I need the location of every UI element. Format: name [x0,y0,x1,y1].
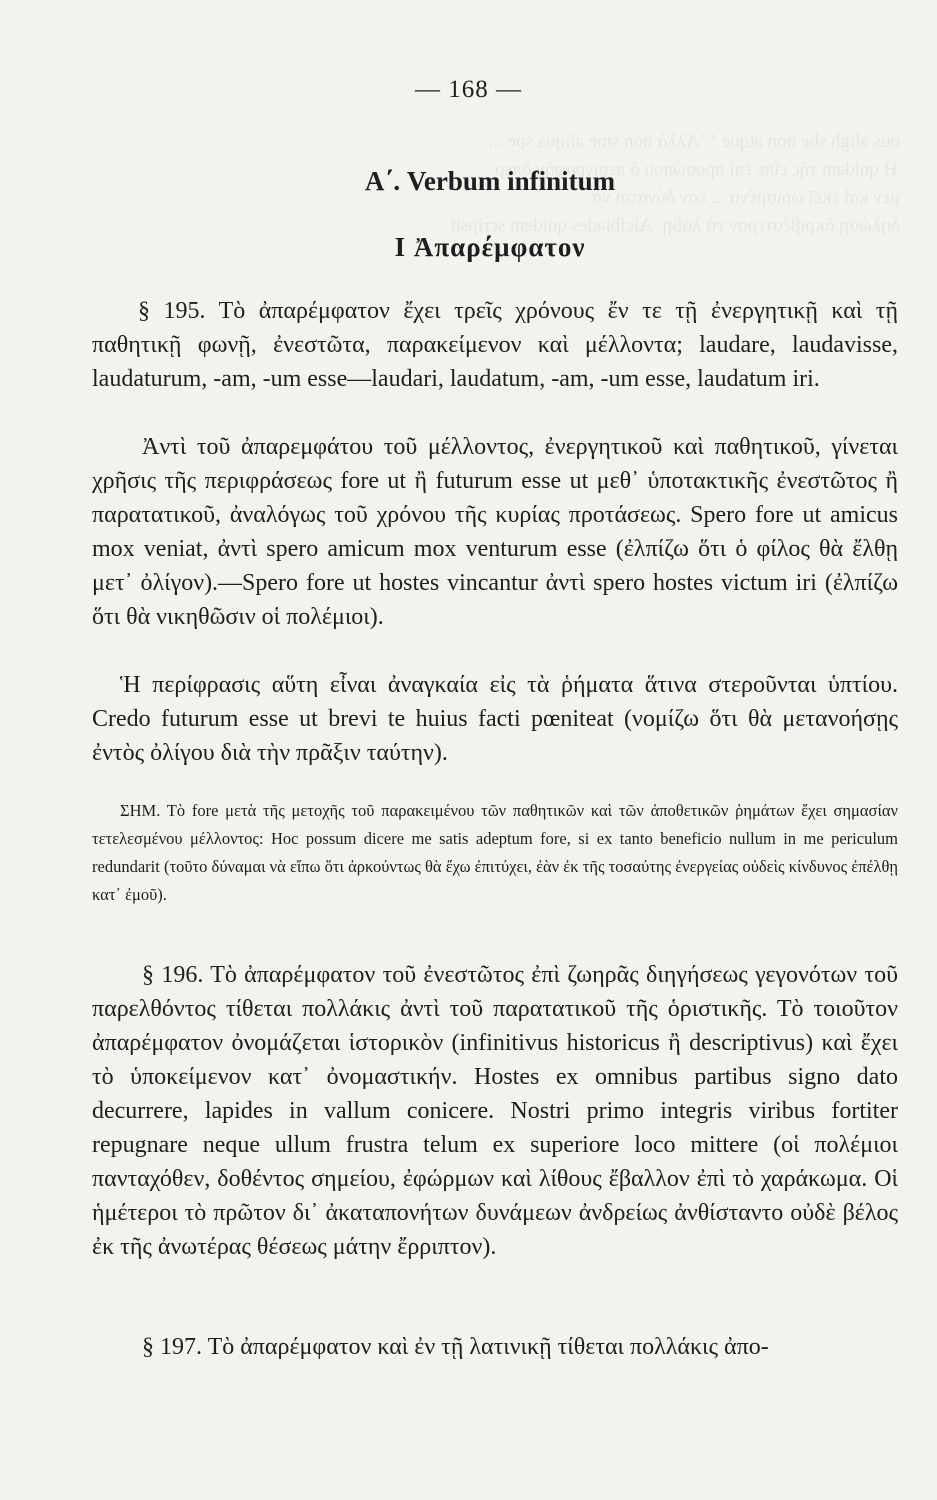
section-heading: Α΄. Verbum infinitum [364,166,616,196]
page-number: — 168 — [415,76,522,103]
paragraph-195-future-periphrasis: Ἀντὶ τοῦ ἀπαρεμφάτου τοῦ μέλλοντος, ἐνεργητικοῦ καὶ παθητικοῦ, γίνεται χρῆσις τῆς περιφράσεως fore ut ἢ futurum esse ut μεθ᾽ ὑποτακτικῆς ἐνεστῶτος ἢ παρατατικοῦ, ἀναλόγως τοῦ χρόνου τῆς κυρίας προτάσεως. Spero fore ut amicus mox veniat, ἀντὶ spero amicum mox venturum esse (ἐλπίζω ὅτι ὁ φίλος θὰ ἔλθῃ μετ᾽ ὀλίγον).—Spero fore ut hostes vincantur ἀντὶ spero hostes victum iri (ἐλπίζω ὅτι θὰ νικηθῶσιν οἱ πολέμιοι). [92,434,898,630]
paragraph-196: § 196. Τὸ ἀπαρέμφατον τοῦ ἐνεστῶτος ἐπὶ ζωηρᾶς διηγήσεως γεγονότων τοῦ παρελθόντος τίθεται πολλάκις ἀντὶ τοῦ παρατατικοῦ τῆς ὁριστικῆς. Τὸ τοιοῦτον ἀπαρέμφατον ὀνομάζεται ἱστορικὸν (infinitivus historicus ἢ descriptivus) καὶ ἔχει τὸ ὑποκείμενον κατ᾽ ὀνομαστικήν. Hostes ex omnibus partibus signo dato decurrere, lapides in vallum conicere. Nostri primo integris viribus fortiter repugnare neque ullum frustra telum ex superiore loco mittere (οἱ πολέμιοι πανταχόθεν, δοθέντος σημείου, ἐφώρμων καὶ λίθους ἔβαλλον ἐπὶ τὸ χαράκωμα. Οἱ ἡμέτεροι τὸ πρῶτον δι᾽ ἀκαταπονήτων δυνάμεων ἀνδρείως ἀνθίσταντο οὐδὲ βέλος ἐκ τῆς ἀνωτέρας θέσεως μάτην ἔρριπτον). [92,962,898,1260]
note-paragraph: ΣΗΜ. Τὸ fore μετὰ τῆς μετοχῆς τοῦ παρακειμένου τῶν παθητικῶν καὶ τῶν ἀποθετικῶν ῥημάτων ἔχει σημασίαν τετελεσμένου μέλλοντος: Hoc possum dicere me satis adeptum fore, si ex tanto beneficio nullum in me periculum redundarit (τοῦτο δύναμαι νὰ εἴπω ὅτι ἀρκούντως θὰ ἔχω ἐπιτύχει, ἐὰν ἐκ τῆς τοσαύτης ἐνεργείας οὐδεὶς κίνδυνος ἐπέλθῃ κατ᾽ ἐμοῦ). [92,801,898,904]
paragraph-197: § 197. Τὸ ἀπαρέμφατον καὶ ἐν τῇ λατινικῇ τίθεται πολλάκις ἀπο- [142,1334,769,1360]
paragraph-195: § 195. Τὸ ἀπαρέμφατον ἔχει τρεῖς χρόνους ἔν τε τῇ ἐνεργητικῇ καὶ τῇ παθητικῇ φωνῇ, ἐνεστῶτα, παρακείμενον καὶ μέλλοντα; laudare, laudavisse, laudaturum, -am, -um esse—laudari, laudatum, -am, -um esse, laudatum iri. [92,298,898,392]
chapter-heading: Ι Ἀπαρέμφατον [394,232,586,262]
paragraph-195-periphrasis-necessary: Ἡ περίφρασις αὕτη εἶναι ἀναγκαία εἰς τὰ ῥήματα ἅτινα στεροῦνται ὑπτίου. Credo futurum esse ut brevi te huius facti pœniteat (νομίζω ὅτι θὰ μετανοήσῃς ἐντὸς ὀλίγου διὰ τὴν πρᾶξιν ταύτην). [92,672,898,766]
show-through-text: ous aligh sbe non atque ʼ ᾿Αλλὰ non sine aliqua spe ... Ἡ quidam τῆς εἴπε ἐπὶ προσώπου ὀ περιγραφὴν ὅπερ μὲν καὶ ἐκεῖ ὡρισμένα ... ἐὰν δύναται νὰ δηλώσῃ ἀκριβέστερον νὰ λάβῃ. Alcibiades quidem scripsit [450,131,900,236]
